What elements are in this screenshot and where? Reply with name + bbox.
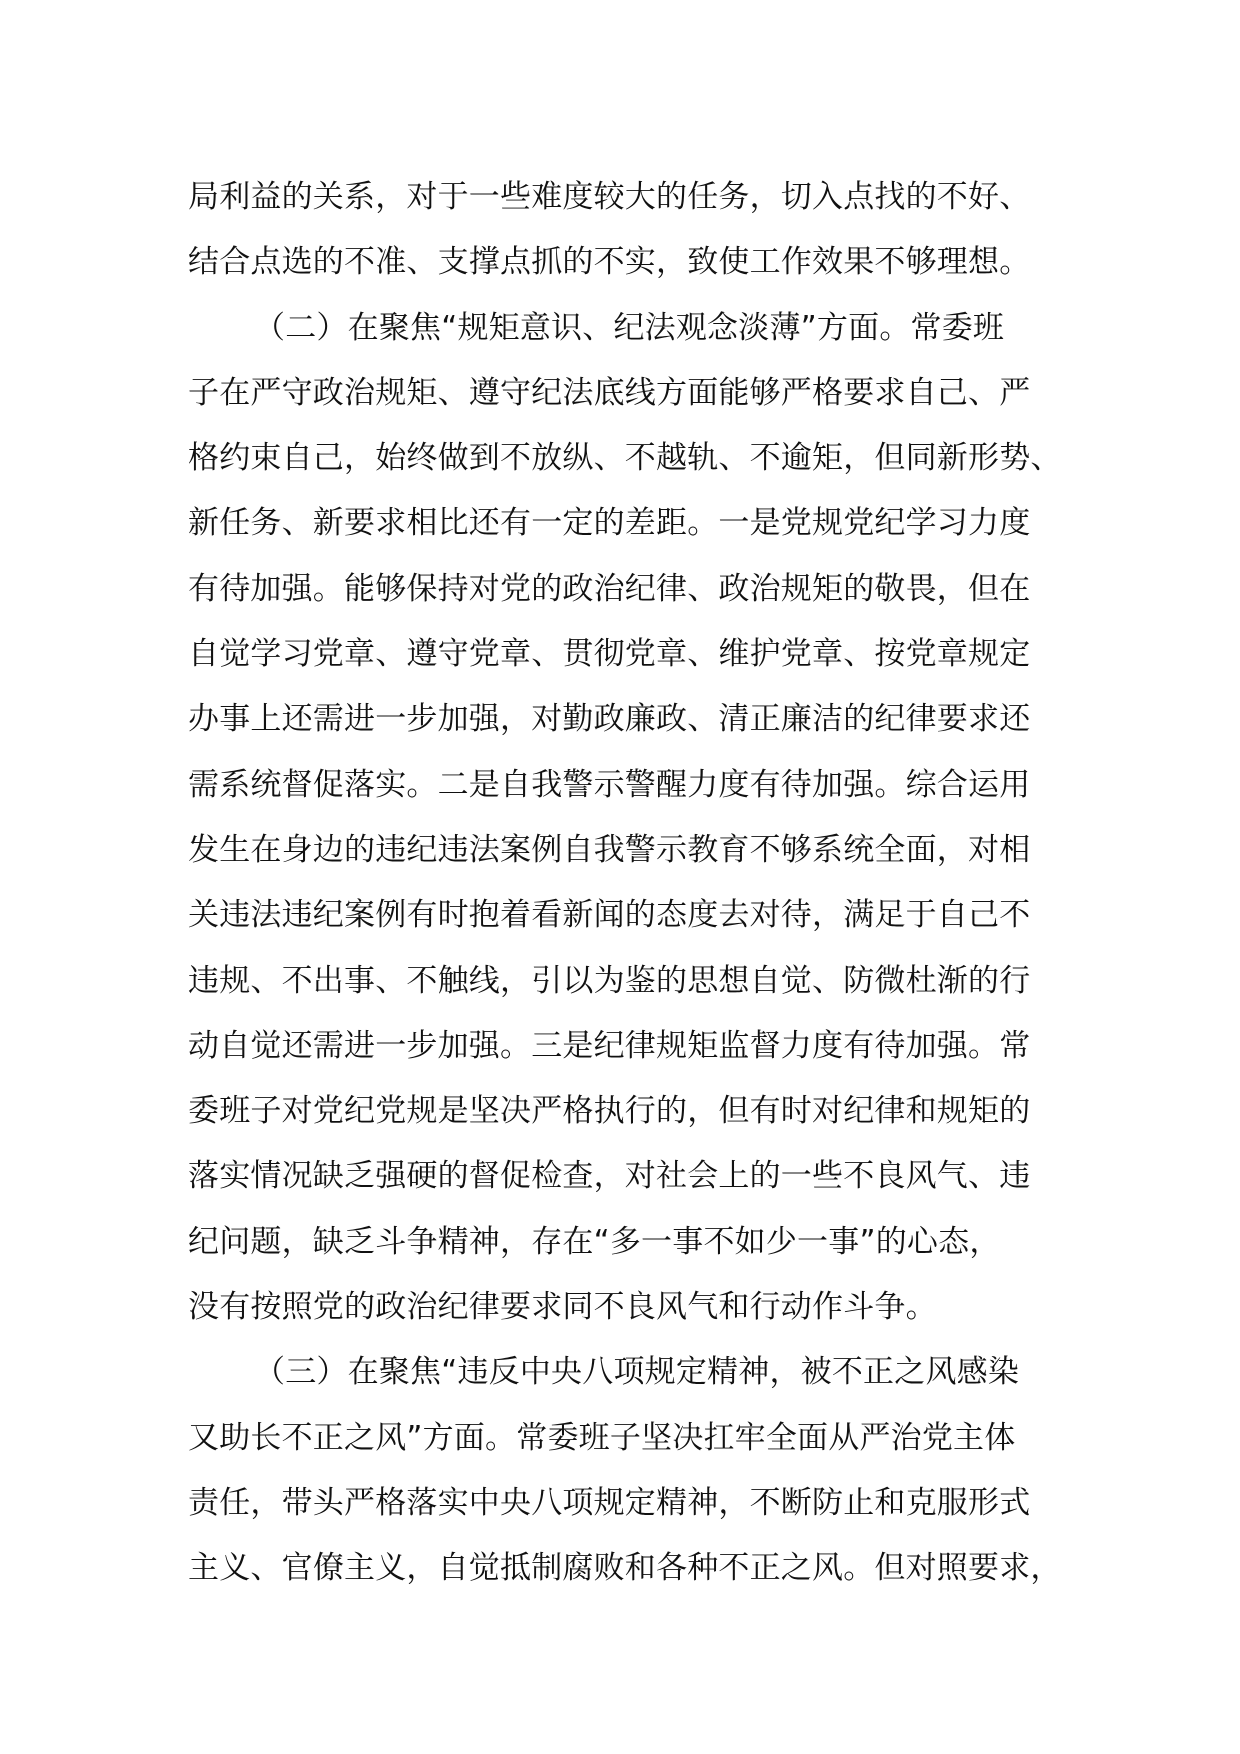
text-line: 发生在身边的违纪违法案例自我警示教育不够系统全面，对相 bbox=[188, 831, 1031, 868]
body-text bbox=[188, 165, 1078, 1602]
text-line: 没有按照党的政治纪律要求同不良风气和行动作斗争。 bbox=[188, 1289, 937, 1326]
text-line: 结合点选的不准、支撑点抓的不实，致使工作效果不够理想。 bbox=[188, 244, 1031, 281]
text-line: 新任务、新要求相比还有一定的差距。一是党规党纪学习力度 bbox=[188, 505, 1031, 542]
text-line: 格约束自己，始终做到不放纵、不越轨、不逾矩，但同新形势、 bbox=[188, 440, 1062, 477]
section-heading-line: （二）在聚焦“规矩意识、纪法观念淡薄”方面。常委班 bbox=[254, 309, 1005, 346]
text-line: 动自觉还需进一步加强。三是纪律规矩监督力度有待加强。常 bbox=[188, 1027, 1031, 1064]
text-line: 办事上还需进一步加强，对勤政廉政、清正廉洁的纪律要求还 bbox=[188, 701, 1031, 738]
text-line: 落实情况缺乏强硬的督促检查，对社会上的一些不良风气、违 bbox=[188, 1158, 1031, 1195]
text-line: 自觉学习党章、遵守党章、贯彻党章、维护党章、按党章规定 bbox=[188, 636, 1031, 673]
text-line: 违规、不出事、不触线，引以为鉴的思想自觉、防微杜渐的行 bbox=[188, 962, 1031, 999]
text-line: 又助长不正之风”方面。常委班子坚决扛牢全面从严治党主体 bbox=[188, 1419, 1016, 1456]
text-line: 关违法违纪案例有时抱着看新闻的态度去对待，满足于自己不 bbox=[188, 897, 1031, 934]
text-line: 需系统督促落实。二是自我警示警醒力度有待加强。综合运用 bbox=[188, 766, 1031, 803]
text-line: 有待加强。能够保持对党的政治纪律、政治规矩的敬畏，但在 bbox=[188, 570, 1031, 607]
text-line: 主义、官僚主义，自觉抵制腐败和各种不正之风。但对照要求， bbox=[188, 1550, 1062, 1587]
text-line: 局利益的关系，对于一些难度较大的任务，切入点找的不好、 bbox=[188, 179, 1031, 215]
text-line: 纪问题，缺乏斗争精神，存在“多一事不如少一事”的心态， bbox=[188, 1223, 1001, 1260]
text-line: 委班子对党纪党规是坚决严格执行的，但有时对纪律和规矩的 bbox=[188, 1093, 1031, 1130]
text-line: 责任，带头严格落实中央八项规定精神，不断防止和克服形式 bbox=[188, 1484, 1031, 1521]
text-line: 子在严守政治规矩、遵守纪法底线方面能够严格要求自己、严 bbox=[188, 374, 1031, 411]
section-heading-line: （三）在聚焦“违反中央八项规定精神，被不正之风感染 bbox=[254, 1354, 1020, 1391]
